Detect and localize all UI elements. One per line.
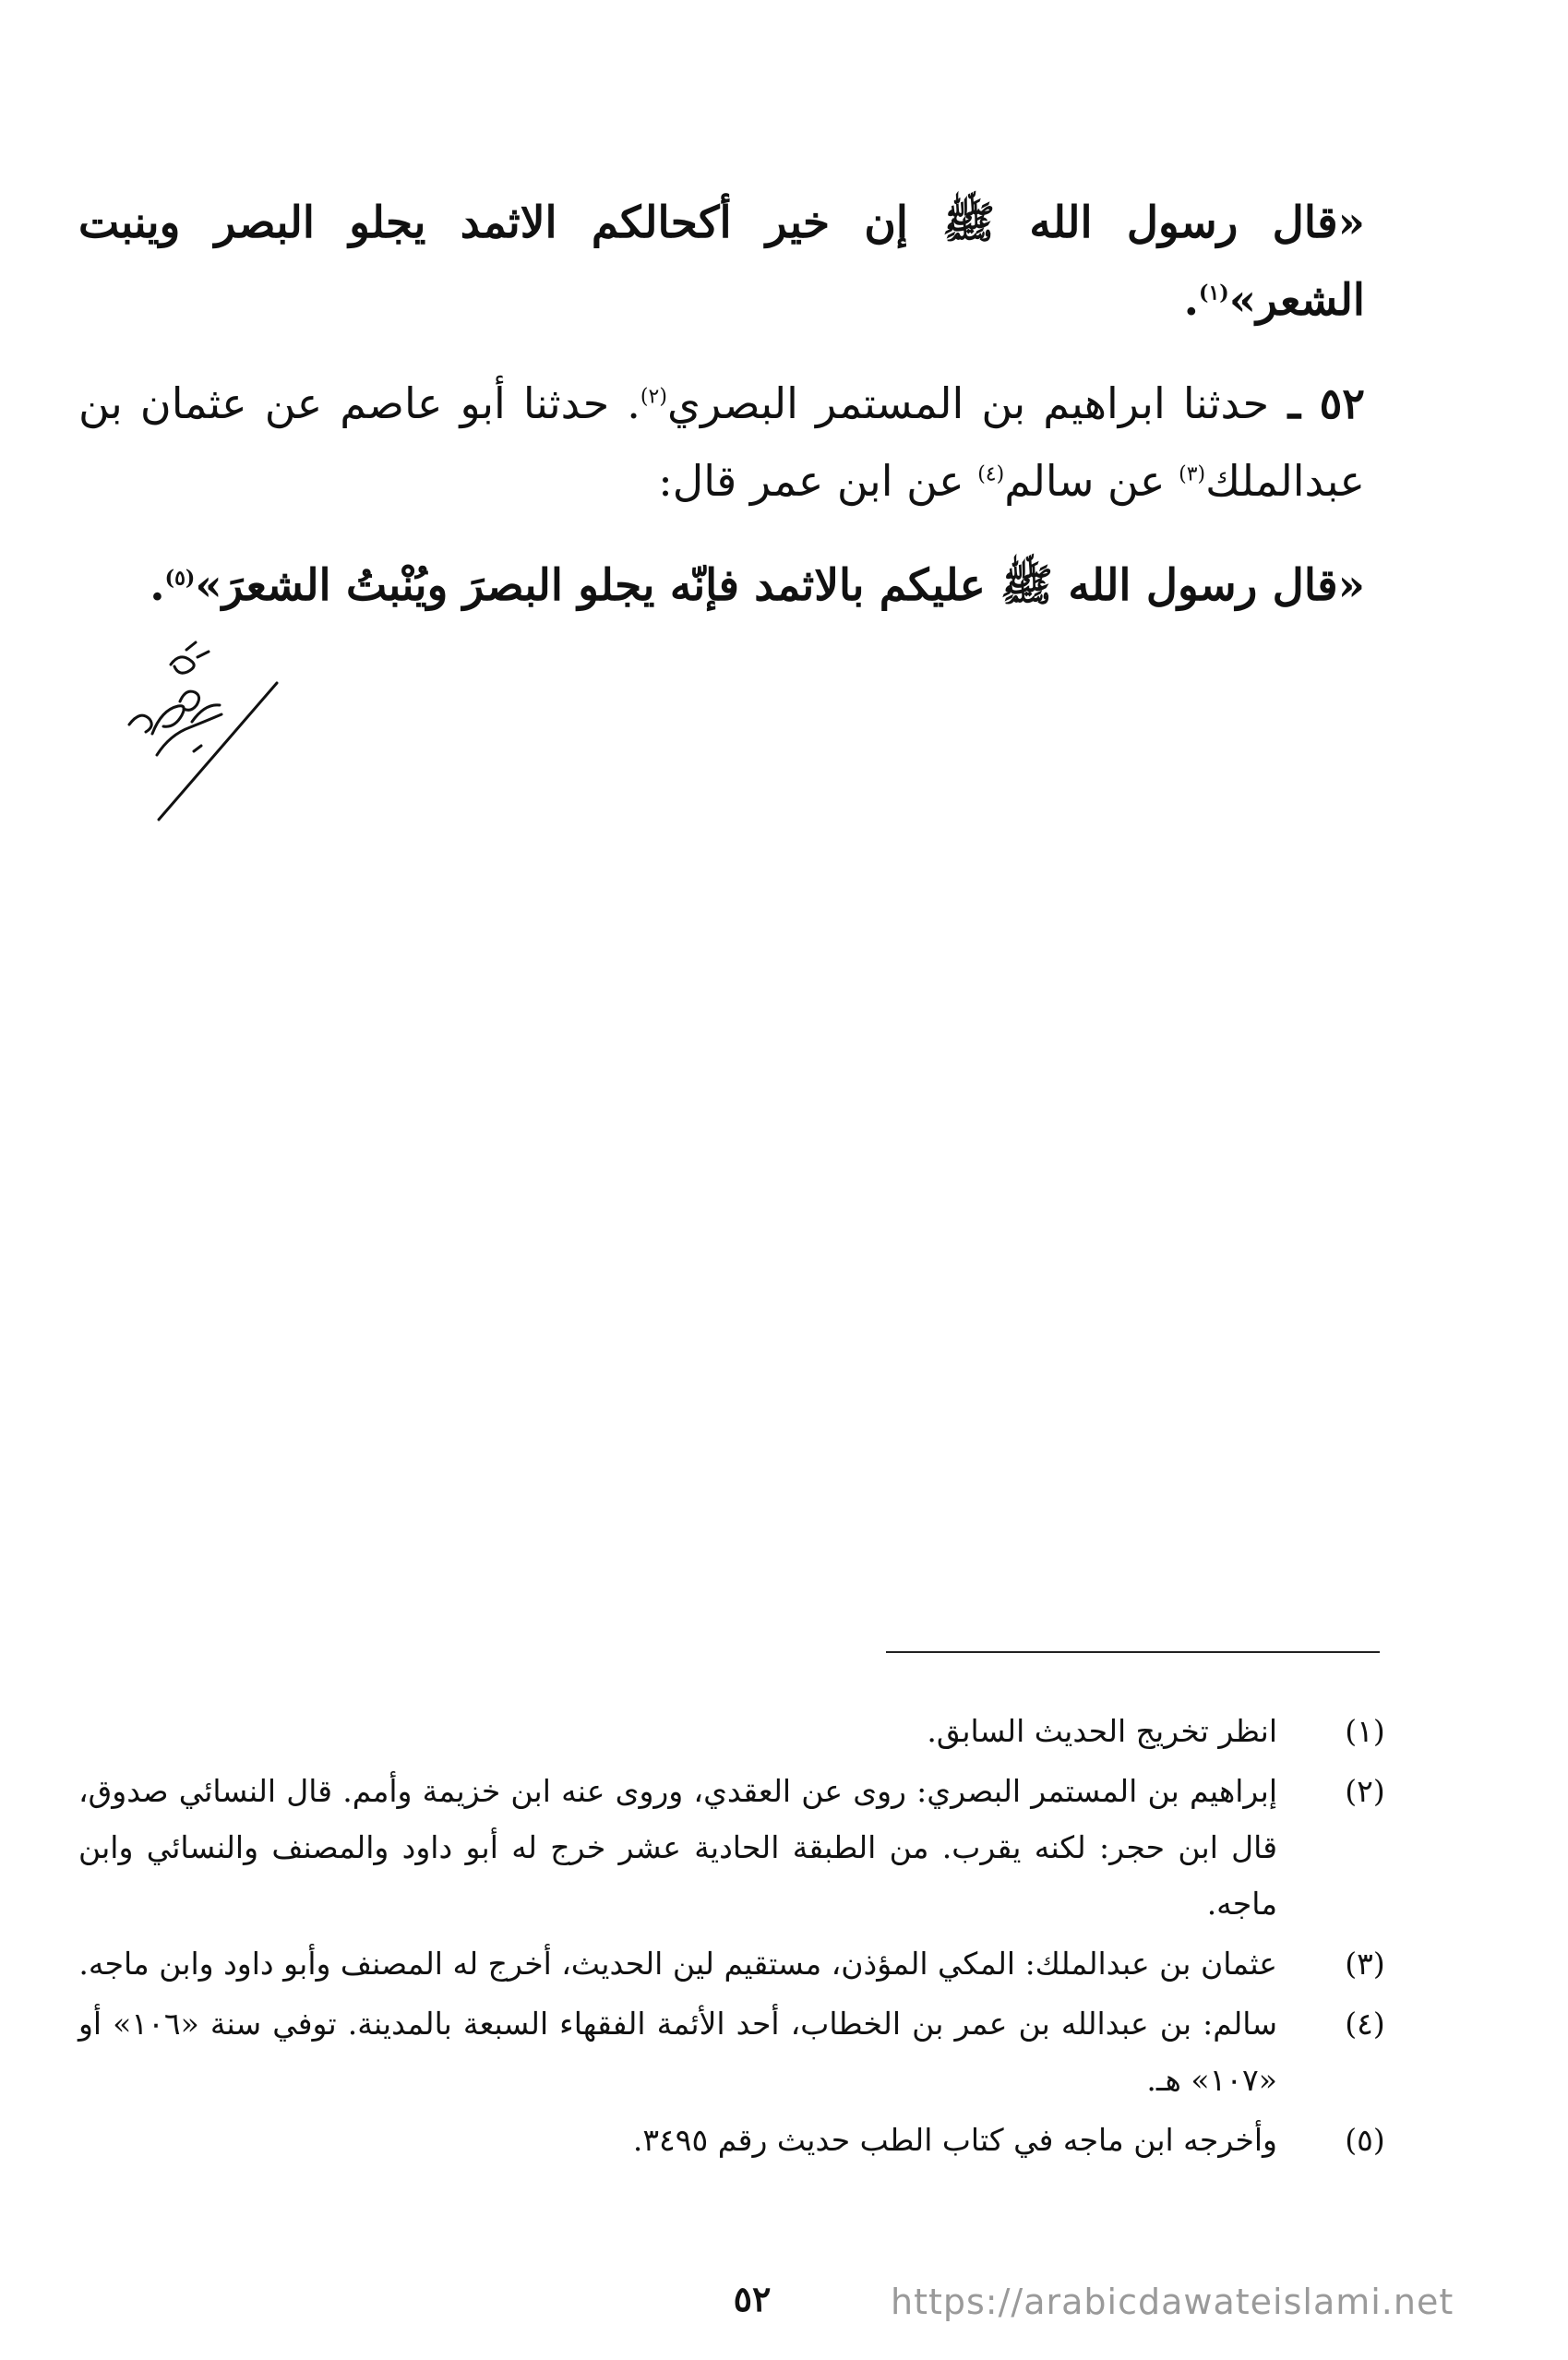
- quote-2-period: .: [150, 560, 165, 611]
- footnote-ref-5: (٥): [164, 566, 196, 591]
- footnote-item: [78, 1703, 1397, 1759]
- footnote-text: وأخرجه ابن ماجه في كتاب الطب حديث رقم ٣٤٩٥.: [632, 2122, 1277, 2158]
- narrator-chain-part-1: حدثنا ابراهيم بن المستمر البصري: [666, 378, 1270, 428]
- hadith-quote-2: [78, 547, 1365, 625]
- footnote-number: (٢): [1345, 1773, 1385, 1809]
- footnote-separator: [886, 1651, 1380, 1653]
- hadith-number: ٥٢: [1319, 378, 1365, 428]
- quote-1-text: «قال رسول الله ﷺ إن خير أكحالكم الاثمد يجلو البصر وينبت الشعر»: [78, 198, 1365, 326]
- hadith-52-chain: [78, 365, 1365, 520]
- footnote-item: [78, 1995, 1397, 2108]
- footnote-number: (٣): [1345, 1946, 1385, 1982]
- source-watermark: https://arabicdawateislami.net: [891, 2282, 1454, 2322]
- footnote-text: إبراهيم بن المستمر البصري: روى عن العقدي، وروى عنه ابن خزيمة وأمم. قال النسائي صدوق، قال ابن حجر: لكنه يقرب. من الطبقة الحادية عشر خرج له أبو داود والمصنف والنسائي وابن ماجه.: [78, 1773, 1277, 1922]
- footnote-number: (١): [1345, 1713, 1385, 1749]
- footnote-text: سالم: بن عبدالله بن عمر بن الخطاب، أحد الأئمة الفقهاء السبعة بالمدينة. توفي سنة «١٠٦» أو «١٠٧» هـ.: [78, 2006, 1277, 2098]
- footnote-item: [78, 1763, 1397, 1932]
- hadith-number-dash: ـ: [1269, 378, 1320, 428]
- handwritten-signature-mark: [102, 637, 295, 849]
- footnotes: [78, 1703, 1397, 2172]
- footnote-ref-2: (٢): [640, 385, 667, 409]
- footnote-text: انظر تخريج الحديث السابق.: [927, 1713, 1277, 1749]
- narrator-chain-part-2: . حدثنا أبو عاصم عن عثمان بن عبدالملك: [78, 378, 1365, 506]
- footnote-ref-3: (٣): [1179, 462, 1206, 486]
- footnote-ref-4: (٤): [977, 462, 1005, 486]
- footnote-item: [78, 1935, 1397, 1992]
- quote-1-period: .: [1183, 275, 1200, 326]
- narrator-chain-part-4: عن ابن عمر قال:: [658, 456, 978, 506]
- footnote-text: عثمان بن عبدالملك: المكي المؤذن، مستقيم لين الحديث، أخرج له المصنف وأبو داود وابن ماجه.: [78, 1946, 1277, 1982]
- footnote-number: (٥): [1345, 2122, 1385, 2158]
- footnote-ref-1: (١): [1199, 281, 1229, 305]
- footnote-item: [78, 2112, 1397, 2168]
- narrator-chain-part-3: عن سالم: [1004, 456, 1179, 506]
- footnote-number: (٤): [1345, 2006, 1385, 2042]
- quote-2-text: «قال رسول الله ﷺ عليكم بالاثمد فإنّه يجلو البصرَ ويُنْبتُ الشعرَ»: [195, 560, 1365, 611]
- page-number: ٥٢: [733, 2278, 772, 2319]
- hadith-quote-1: [78, 185, 1365, 340]
